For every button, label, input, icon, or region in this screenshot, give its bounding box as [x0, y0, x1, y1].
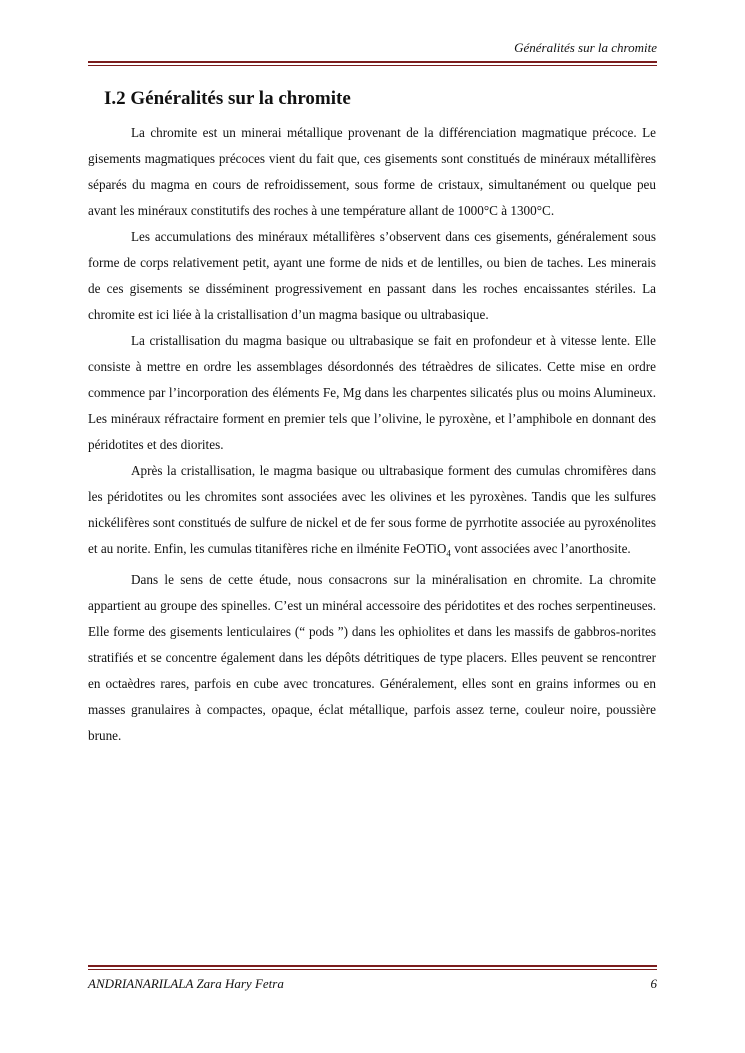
paragraph-2: Les accumulations des minéraux métallifères s’observent dans ces gisements, généralement sous forme de corps relativement petit, ayant une forme de nids et de lentilles, ou bien de taches. Les minerais de ces gisements se disséminent progressivement en passant dans les roches encaissantes stériles. La chromite est ici liée à la cristallisation d’un magma basique ou ultrabasique. — [88, 229, 656, 322]
page-number: 6 — [650, 976, 657, 991]
section-title: I.2 Généralités sur la chromite — [104, 88, 351, 109]
paragraph-4-text-before: Après la cristallisation, le magma basique ou ultrabasique forment des cumulas chromifères dans les péridotites ou les chromites sont associées avec les olivines et les pyroxènes. Tandis que les sulfures nickélifères sont constitués de sulfure de nickel et de fer sous forme de pyrrhotite associée au pyroxénolites et au norite. Enfin, les cumulas titanifères riche en ilménite FeOTiO — [88, 463, 656, 556]
paragraph-3: La cristallisation du magma basique ou ultrabasique se fait en profondeur et à vitesse lente. Elle consiste à mettre en ordre les assemblages désordonnés des tétraèdres de silicates. Cette mise en ordre commence par l’incorporation des éléments Fe, Mg dans les charpentes silicatés plus ou moins Alumineux. Les minéraux réfractaire forment en premier tels que l’olivine, le pyroxène, et l’amphibole en donnant des péridotites et des diorites. — [88, 333, 656, 452]
paragraph-1: La chromite est un minerai métallique provenant de la différenciation magmatique précoce. Le gisements magmatiques précoces vient du fait que, ces gisements sont constitués de minéraux métallifères séparés du magma en cours de refroidissement, sous forme de cristaux, simultanément ou quelque peu avant les minéraux constitutifs des roches à une température allant de 1000°C à 1300°C. — [88, 125, 656, 218]
running-header: Généralités sur la chromite — [514, 40, 657, 55]
footer-rule-thin — [88, 969, 657, 970]
paragraph-4-text-after: vont associées avec l’anorthosite. — [450, 541, 631, 556]
paragraph-5: Dans le sens de cette étude, nous consacrons sur la minéralisation en chromite. La chromite appartient au groupe des spinelles. C’est un minéral accessoire des péridotites et des roches serpentineuses. Elle forme des gisements lenticulaires (“ pods ”) dans les ophiolites et dans les massifs de gabbros-norites stratifiés et se concentre également dans les dépôts détritiques de type placers. Elles peuvent se rencontrer en octaèdres rares, parfois en cube avec troncatures. Généralement, elles sont en grains informes ou en masses granulaires à compactes, opaque, éclat métallique, parfois assez terne, couleur noire, poussière brune. — [88, 571, 656, 743]
header-rule-thick — [88, 61, 657, 63]
subscript-4: 4 — [446, 548, 451, 559]
body-text — [88, 120, 656, 749]
paragraph-4 — [88, 458, 656, 567]
footer-rule-thick — [88, 965, 657, 967]
footer-author: ANDRIANARILALA Zara Hary Fetra — [88, 976, 284, 991]
header-rule-thin — [88, 65, 657, 66]
